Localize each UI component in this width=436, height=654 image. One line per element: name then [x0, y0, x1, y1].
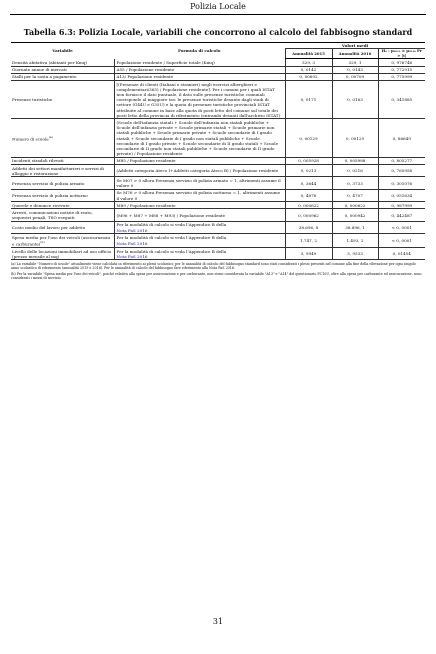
- cell-value-2015: 0, 005928: [285, 157, 332, 164]
- cell-variable: [11, 73, 114, 80]
- cell-variable: [11, 189, 114, 201]
- cell-formula: [114, 81, 285, 119]
- cell-value-2015: 0, 000962: [285, 209, 332, 221]
- variable-label: Presenza servizio di polizia notturno: [12, 192, 88, 198]
- variable-label: Densità abitativa (abitanti per Kmq): [12, 59, 88, 65]
- formula-text: Per la modalità di calcolo si veda l'Appendice B della: [116, 235, 227, 241]
- cell-variable: [11, 165, 114, 177]
- formula-text: Per la modalità di calcolo si veda l'Appendice B della: [116, 222, 227, 228]
- cell-p-value: 0, 772915: [378, 66, 425, 73]
- variable-footnote-marker: (a): [48, 134, 53, 139]
- footnote-text: (a) La variabile "Numero di scuole" attualmente viene calcolata in riferimento ai plessi scolastici; per le annualità di calcolo del fabbisogno standard sono stati considerati i plessi presenti nel comune alla fine della rilevazione per ogni singolo anno scolastico di riferimento (annualità 2015 e 2016). Per le annualità di calcolo del fabbisogno fare riferimento alla Nota FaS 2016.: [11, 262, 416, 271]
- formula-reference-link[interactable]: Nota FaS 2016: [116, 240, 148, 246]
- variable-label: Stalli per la sosta a pagamento: [12, 74, 77, 80]
- table-row: [11, 202, 425, 209]
- formula-text: M89 / Popolazione residente: [116, 202, 176, 208]
- cell-variable: [11, 59, 114, 66]
- cell-value-2015: 0, 0142: [285, 66, 332, 73]
- cell-value-2015: 1.747, 2: [285, 234, 332, 248]
- cell-value-2016: 0, 0163: [332, 81, 378, 119]
- cell-p-value: 0, 775999: [378, 73, 425, 80]
- cell-value-2015: 0, 4876: [285, 189, 332, 201]
- cell-formula: [114, 202, 285, 209]
- cell-value-2016: 0, 00709: [332, 73, 378, 80]
- table-row: [11, 248, 425, 260]
- formula-text: (Addetti categoria Ateco I+Addetti categoria Ateco B) / Popolazione residente: [116, 168, 279, 174]
- cell-formula: [114, 248, 285, 260]
- cell-p-value: 0, 301076: [378, 177, 425, 189]
- cell-p-value: 0, 86649: [378, 119, 425, 157]
- cell-p-value: < 0, 0001: [378, 234, 425, 248]
- footnote-text: (b) Per la variabile "Spesa media per l'uso dei veicoli", poiché relativa alla spesa per assicurazione e per carburante, non viene considerata la variabile "A13" e "A14" del questionario FC10U, oltre alla spesa per carburante ed assicurazione, sono considerati i mezzi di servizio.: [11, 271, 422, 281]
- variable-label: Livello delle locazioni immobiliari ad uso ufficio (prezzo mensile al mq): [12, 248, 112, 259]
- variable-label: Presenze turistiche: [12, 97, 53, 103]
- page-number: 31: [212, 617, 224, 626]
- table-row: [11, 66, 425, 73]
- cell-formula: [114, 234, 285, 248]
- cell-value-2015: 3, 9949: [285, 248, 332, 260]
- cell-formula: [114, 221, 285, 233]
- table-row: [11, 221, 425, 233]
- table-row: [11, 209, 425, 221]
- table-body: [11, 59, 425, 260]
- header-rule: [10, 14, 426, 15]
- cell-variable: [11, 119, 114, 157]
- cell-value-2016: 0, 0143: [332, 66, 378, 73]
- cell-p-value: 0, 442487: [378, 209, 425, 221]
- cell-variable: [11, 221, 114, 233]
- table-row: [11, 165, 425, 177]
- formula-text: Se M07 > 0 allora Presenza servizio di polizia armato = 1, altrimenti assume il valore 0: [116, 177, 281, 189]
- running-header: Polizia Locale: [190, 2, 246, 11]
- col-header-2016: Annualità 2016: [332, 49, 378, 59]
- formula-reference-link[interactable]: Nota FaS 2016: [116, 253, 148, 259]
- cell-p-value: 0, 051634: [378, 189, 425, 201]
- table-row: [11, 73, 425, 80]
- cell-value-2015: 329, 3: [285, 59, 332, 66]
- cell-variable: [11, 209, 114, 221]
- col-header-formula: Formula di calcolo: [114, 43, 285, 59]
- cell-p-value: 0, 976746: [378, 59, 425, 66]
- cell-value-2016: 329, 1: [332, 59, 378, 66]
- formula-text: (M96 + M87 + M88 + M93) / Popolazione residente: [116, 212, 226, 218]
- cell-value-2015: 0, 0213: [285, 165, 332, 177]
- formula-text: (Scuole dell'infanzia statali + Scuole dell'infanzia non statali pubbliche + Scuole dell'infanzia private + Scuole primarie statali + Scuole primarie non statali pubbliche + Scuole primarie private + Scuole secondarie di I grado statali + Scuole secondarie di I grado non statali pubbliche + Scuole secondarie di I grado private + Scuole secondarie di II grado statali + Scuole secondarie di II grado non statali pubbliche + Scuole secondarie di II grado private) / Popolazione residente: [116, 119, 278, 157]
- variable-label: Incidenti stradali rilevati: [12, 158, 64, 164]
- table-row: [11, 189, 425, 201]
- formula-text: M85 / Popolazione residente: [116, 158, 176, 164]
- variable-footnote-marker: (b): [40, 239, 45, 244]
- cell-variable: [11, 81, 114, 119]
- cell-value-2016: 0, 000942: [332, 209, 378, 221]
- col-header-test: H₀ : μ₂₀₁₅ = μ₂₀₁₆ Pr > |t|: [378, 49, 425, 59]
- data-table-container: [11, 42, 425, 260]
- table-row: [11, 81, 425, 119]
- cell-variable: [11, 248, 114, 260]
- cell-value-2016: 0, 000622: [332, 202, 378, 209]
- cell-formula: [114, 177, 285, 189]
- variable-label: Numero di scuole: [12, 136, 49, 142]
- col-header-2015: Annualità 2015: [285, 49, 332, 59]
- formula-text: [(Presenze di clienti (Italiani e stranieri) negli esercizi alberghieri e complementari/365) / Popolazione residente]. Per i comuni per i quali ISTAT non fornisce il dato puntuale, il dato sulle presenze turistiche comunali corrisponde al maggiore tra: le presenze turistiche desunte dagli studi di settore (G44U e G35U) e la quota di presenze turistiche provinciali ISTAT attribuite al comune in base alla quota di posti letto del comune sul totale dei posti letto della provincia di riferimento (entrambi desunti dall'archivio ISTAT): [116, 81, 281, 118]
- col-header-values-group: Valori medi: [285, 43, 425, 49]
- cell-value-2016: 0, 005988: [332, 157, 378, 164]
- cell-formula: [114, 165, 285, 177]
- formula-text: Popolazione residente / Superficie totale (Kmq): [116, 59, 215, 65]
- formula-text: Se M76 > 0 allora Presenza servizio di polizia notturno = 1, altrimenti assume il valore 0: [116, 190, 281, 201]
- formula-reference-link[interactable]: Nota FaS 2016: [116, 227, 148, 233]
- cell-variable: [11, 234, 114, 248]
- cell-formula: [114, 66, 285, 73]
- variable-label: Arresti, comunicazioni notizie di reato, sequestri penali, TSO eseguiti: [12, 209, 93, 221]
- table-row: [11, 177, 425, 189]
- variable-label: Giornate annue di mercati: [12, 67, 67, 73]
- table-row: [11, 234, 425, 248]
- cell-value-2015: 0, 00692: [285, 73, 332, 80]
- cell-value-2015: 0, 3644: [285, 177, 332, 189]
- cell-variable: [11, 66, 114, 73]
- cell-value-2016: 0, 4707: [332, 189, 378, 201]
- cell-value-2016: 0, 3733: [332, 177, 378, 189]
- cell-p-value: < 0, 0001: [378, 221, 425, 233]
- variable-label: Addetti dei settori manifatturieri e servizi di alloggio e ristorazione: [12, 165, 104, 176]
- table-row: [11, 119, 425, 157]
- cell-p-value: 0, 765958: [378, 165, 425, 177]
- cell-value-2015: 0, 00129: [285, 119, 332, 157]
- variables-table: [11, 42, 425, 260]
- cell-value-2015: 0, 0171: [285, 81, 332, 119]
- variable-label: Spesa media per l'uso dei veicoli (assicurazioni e carburante): [12, 234, 111, 247]
- cell-formula: [114, 59, 285, 66]
- cell-formula: [114, 189, 285, 201]
- table-row: [11, 59, 425, 66]
- cell-p-value: 0, 341885: [378, 81, 425, 119]
- cell-value-2015: 38.696, 8: [285, 221, 332, 233]
- cell-formula: [114, 157, 285, 164]
- cell-p-value: 0, 987999: [378, 202, 425, 209]
- cell-variable: [11, 157, 114, 164]
- cell-formula: [114, 73, 285, 80]
- cell-formula: [114, 119, 285, 157]
- formula-text: A55 / Popolazione residente: [116, 67, 175, 73]
- cell-p-value: 0, 805277: [378, 157, 425, 164]
- cell-value-2016: 0, 00129: [332, 119, 378, 157]
- cell-value-2016: 38.896, 1: [332, 221, 378, 233]
- cell-formula: [114, 209, 285, 221]
- table-footnotes: [11, 262, 425, 282]
- formula-text: A13/ Popolazione residente: [116, 74, 174, 80]
- formula-text: Per la modalità di calcolo si veda l'Appendice B della: [116, 248, 227, 254]
- cell-variable: [11, 177, 114, 189]
- cell-value-2016: 0, 0216: [332, 165, 378, 177]
- cell-value-2015: 0, 000622: [285, 202, 332, 209]
- cell-variable: [11, 202, 114, 209]
- variable-label: Presenza servizio di polizia armato: [12, 180, 85, 186]
- table-title: Tabella 6.3: Polizia Locale, variabili che concorrono al calcolo del fabbisogno standard: [23, 27, 413, 37]
- variable-label: Costo medio del lavoro per addetto: [12, 224, 86, 230]
- table-row: [11, 157, 425, 164]
- cell-p-value: 0, 01454: [378, 248, 425, 260]
- col-header-variable: Variabile: [11, 43, 114, 59]
- cell-value-2016: 3, 9533: [332, 248, 378, 260]
- variable-label: Querele e denunce ricevute: [12, 202, 70, 208]
- cell-value-2016: 1.493, 2: [332, 234, 378, 248]
